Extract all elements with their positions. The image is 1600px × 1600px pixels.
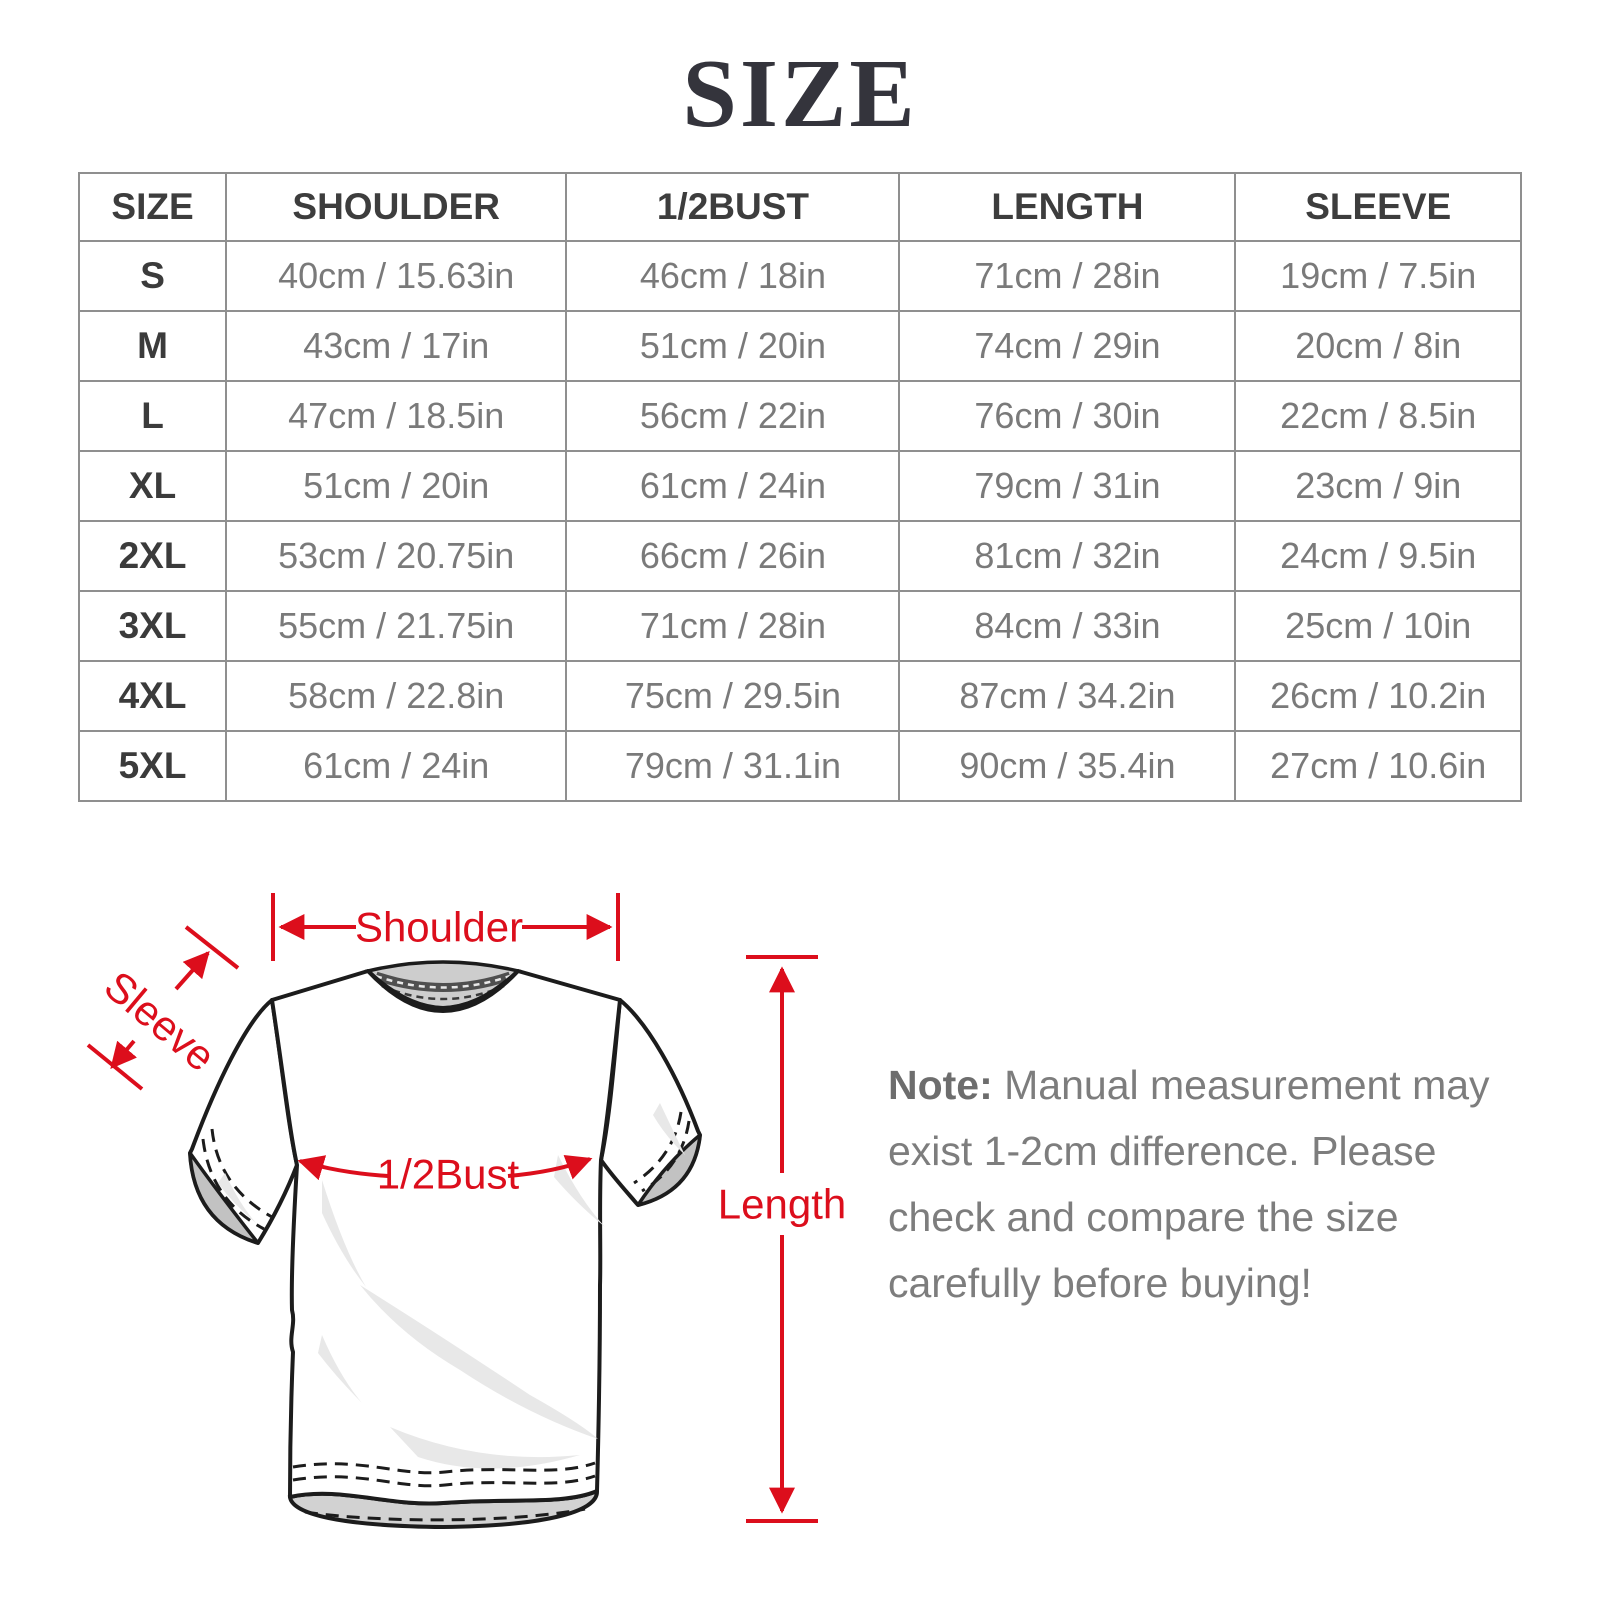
length-value: 71cm / 28in (899, 241, 1235, 311)
table-row (79, 241, 1521, 311)
col-header-sleeve: SLEEVE (1235, 173, 1521, 241)
table-row (79, 521, 1521, 591)
sleeve-value: 23cm / 9in (1235, 451, 1521, 521)
sleeve-value: 26cm / 10.2in (1235, 661, 1521, 731)
length-value: 84cm / 33in (899, 591, 1235, 661)
sleeve-value: 19cm / 7.5in (1235, 241, 1521, 311)
col-header-shoulder: SHOULDER (226, 173, 566, 241)
size-label: XL (79, 451, 226, 521)
sleeve-value: 27cm / 10.6in (1235, 731, 1521, 801)
bust-value: 71cm / 28in (566, 591, 899, 661)
length-measure-arrow (718, 957, 846, 1521)
note-body: Manual measurement may exist 1-2cm difference. Please check and compare the size carefully before buying! (888, 1062, 1490, 1306)
table-header-row (79, 173, 1521, 241)
table-row (79, 661, 1521, 731)
shoulder-value: 58cm / 22.8in (226, 661, 566, 731)
note-label: Note: (888, 1062, 993, 1108)
col-header-bust: 1/2BUST (566, 173, 899, 241)
shoulder-value: 61cm / 24in (226, 731, 566, 801)
size-label: S (79, 241, 226, 311)
size-label: 2XL (79, 521, 226, 591)
bust-label: 1/2Bust (376, 1150, 520, 1198)
bust-value: 56cm / 22in (566, 381, 899, 451)
sleeve-value: 20cm / 8in (1235, 311, 1521, 381)
shoulder-value: 47cm / 18.5in (226, 381, 566, 451)
length-label: Length (717, 1180, 847, 1228)
table-row (79, 311, 1521, 381)
shoulder-label: Shoulder (354, 903, 524, 951)
tshirt-illustration (190, 962, 700, 1527)
page-title: SIZE (682, 40, 918, 148)
length-value: 87cm / 34.2in (899, 661, 1235, 731)
size-label: 5XL (79, 731, 226, 801)
bust-value: 61cm / 24in (566, 451, 899, 521)
size-table (78, 172, 1522, 802)
length-value: 79cm / 31in (899, 451, 1235, 521)
size-label: L (79, 381, 226, 451)
bust-value: 51cm / 20in (566, 311, 899, 381)
table-row (79, 591, 1521, 661)
bust-value: 79cm / 31.1in (566, 731, 899, 801)
col-header-length: LENGTH (899, 173, 1235, 241)
table-row (79, 381, 1521, 451)
size-label: 3XL (79, 591, 226, 661)
bust-value: 66cm / 26in (566, 521, 899, 591)
sleeve-value: 24cm / 9.5in (1235, 521, 1521, 591)
bust-value: 75cm / 29.5in (566, 661, 899, 731)
table-row (79, 451, 1521, 521)
shoulder-value: 40cm / 15.63in (226, 241, 566, 311)
note-text (888, 1052, 1520, 1316)
length-value: 74cm / 29in (899, 311, 1235, 381)
sleeve-value: 22cm / 8.5in (1235, 381, 1521, 451)
sleeve-measure-arrow (88, 927, 238, 1089)
length-value: 90cm / 35.4in (899, 731, 1235, 801)
length-value: 76cm / 30in (899, 381, 1235, 451)
bust-value: 46cm / 18in (566, 241, 899, 311)
size-label: M (79, 311, 226, 381)
sleeve-label: Sleeve (95, 961, 225, 1081)
shoulder-value: 53cm / 20.75in (226, 521, 566, 591)
col-header-size: SIZE (79, 173, 226, 241)
tshirt-measurement-diagram (60, 855, 860, 1575)
length-value: 81cm / 32in (899, 521, 1235, 591)
size-label: 4XL (79, 661, 226, 731)
sleeve-value: 25cm / 10in (1235, 591, 1521, 661)
shoulder-value: 51cm / 20in (226, 451, 566, 521)
shoulder-value: 43cm / 17in (226, 311, 566, 381)
table-row (79, 731, 1521, 801)
shoulder-value: 55cm / 21.75in (226, 591, 566, 661)
shoulder-measure-arrow (273, 893, 618, 961)
